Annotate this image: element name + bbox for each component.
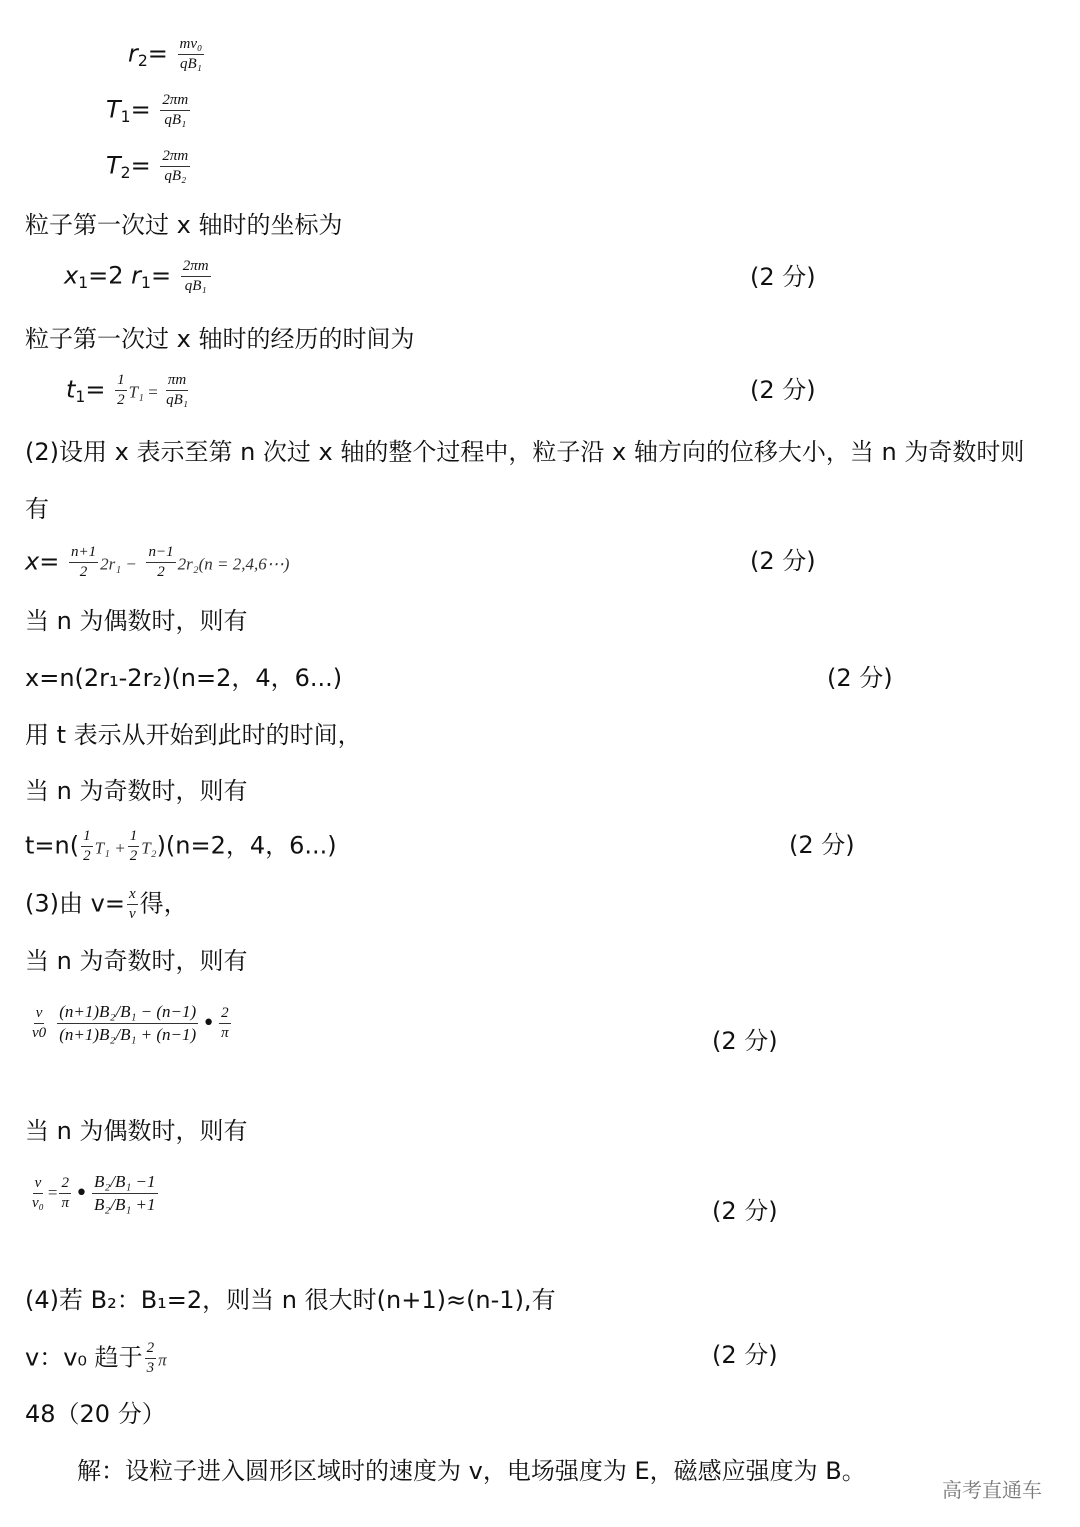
- text-t-intro: 用 t 表示从开始到此时的时间，: [25, 721, 362, 749]
- score-label: (2 分): [750, 263, 816, 291]
- symbol: x: [64, 261, 79, 290]
- denominator: π: [221, 1025, 229, 1041]
- fraction: [59, 1175, 71, 1212]
- term: 2r₁ −: [100, 554, 137, 574]
- fraction: [145, 1340, 157, 1377]
- formula-v-even: $\frac{v}{\text{v₀}}$ = $\frac{2}{\pi}$ • $\frac{\text{B₂/B₁ −1}}{\text{B₂/B₁ +1}}$: [32, 1172, 156, 1214]
- formula-T1: $T_1=$ $\frac{2\pi m}{\text{qB₁}}$: [106, 92, 189, 128]
- operator: =2: [88, 261, 124, 290]
- numerator: x: [127, 886, 138, 905]
- numerator: 2: [219, 1005, 231, 1024]
- denominator: 2: [83, 848, 91, 864]
- numerator: v: [34, 1005, 45, 1024]
- fraction: [219, 1005, 231, 1042]
- symbol: T: [106, 151, 121, 180]
- denominator: 3: [146, 1360, 155, 1376]
- text-even-label: 当 n 为偶数时，则有: [25, 1117, 248, 1145]
- numerator: 2πm: [160, 148, 190, 167]
- denominator: qB₁: [166, 392, 188, 408]
- denominator: π: [61, 1195, 69, 1211]
- formula-r2: $r_2=$ $\frac{\text{mv₀}}{\text{qB₁}}$: [128, 36, 203, 72]
- denominator: qB₁: [164, 112, 187, 128]
- text-part3-intro: [25, 886, 188, 923]
- score-label: (2 分): [750, 547, 816, 575]
- symbol: π: [158, 1350, 167, 1370]
- denominator: B₂/B₁ +1: [93, 1195, 156, 1214]
- formula-x-odd: [25, 544, 289, 581]
- numerator: 1: [81, 828, 93, 847]
- numerator: v: [33, 1175, 44, 1194]
- formula-x1: $x_1=2$ $r_1=$ $\frac{2\pi m}{\text{qB₁}}$: [64, 258, 209, 294]
- numerator: B₂/B₁ −1: [92, 1172, 158, 1194]
- score-label: (2 分): [712, 1027, 778, 1055]
- symbol: r: [131, 261, 142, 290]
- fraction: [160, 148, 190, 185]
- watermark: 高考直通车: [942, 1478, 1042, 1502]
- denominator: v₀: [32, 1195, 44, 1211]
- term: 得，: [139, 889, 188, 918]
- numerator: (n+1)B₂/B₁ − (n−1): [57, 1002, 198, 1024]
- symbol: T₁ +: [94, 838, 126, 858]
- symbol: x=: [25, 547, 60, 576]
- numerator: 2πm: [160, 92, 190, 111]
- text-part2-intro: (2)设用 x 表示至第 n 次过 x 轴的整个过程中，粒子沿 x 轴方向的位移大小，当 n 为奇数时则: [25, 438, 1025, 466]
- formula-part4-result: [25, 1340, 167, 1377]
- fraction: [127, 886, 138, 923]
- term: 2r₂: [177, 554, 199, 574]
- numerator: 2πm: [181, 258, 211, 277]
- term: t=n(: [25, 831, 80, 860]
- score-label: (2 分): [750, 376, 816, 404]
- subscript: 1: [75, 388, 86, 407]
- fraction: [181, 258, 211, 295]
- text-even-label: 当 n 为偶数时，则有: [25, 607, 248, 635]
- fraction: [160, 92, 190, 129]
- numerator: n+1: [69, 544, 98, 563]
- dot-operator-icon: •: [74, 1181, 88, 1206]
- text-part2-intro-cont: 有: [25, 495, 49, 523]
- symbol: T₁: [128, 382, 144, 402]
- denominator: 2: [157, 564, 165, 580]
- symbol: T: [106, 95, 121, 124]
- condition: (n = 2,4,6⋯): [198, 554, 290, 574]
- numerator: 1: [115, 372, 127, 391]
- score-label: (2 分): [712, 1341, 778, 1369]
- formula-x-even: x=n(2r₁-2r₂)(n=2，4，6...): [25, 664, 343, 692]
- fraction: [69, 544, 98, 581]
- subscript: 2: [120, 164, 131, 183]
- text-line-coord: 粒子第一次过 x 轴时的坐标为: [25, 211, 343, 239]
- subscript: 1: [120, 108, 131, 127]
- formula-t: [25, 828, 337, 865]
- fraction: [128, 828, 140, 865]
- text-part4-intro: (4)若 B₂：B₁=2，则当 n 很大时(n+1)≈(n-1),有: [25, 1286, 556, 1314]
- score-label: (2 分): [827, 664, 893, 692]
- numerator: πm: [166, 372, 188, 391]
- denominator: v: [128, 906, 136, 922]
- term: v：v₀ 趋于: [25, 1343, 143, 1372]
- fraction: [115, 372, 127, 409]
- numerator: 2: [59, 1175, 71, 1194]
- denominator: qB₁: [184, 278, 207, 294]
- fraction: [92, 1172, 158, 1215]
- numerator: 2: [145, 1340, 157, 1359]
- numerator: mv₀: [178, 36, 205, 55]
- fraction: [57, 1002, 198, 1045]
- subscript: 1: [141, 274, 151, 293]
- term: (3)由 v=: [25, 889, 125, 918]
- text-odd-label: 当 n 为奇数时，则有: [25, 777, 248, 805]
- formula-T2: $T_2=$ $\frac{2\pi m}{\text{qB₂}}$: [106, 148, 189, 184]
- question-48-solution: 解：设粒子进入圆形区域时的速度为 v，电场强度为 E，磁感应强度为 B。: [77, 1457, 866, 1485]
- text-line-time: 粒子第一次过 x 轴时的经历的时间为: [25, 325, 415, 353]
- formula-v-odd: [28, 1002, 233, 1045]
- score-label: (2 分): [712, 1197, 778, 1225]
- denominator: 2: [129, 848, 138, 864]
- fraction: [30, 1005, 48, 1042]
- subscript: 2: [137, 52, 148, 71]
- fraction: [164, 372, 190, 409]
- subscript: 1: [78, 274, 89, 293]
- denominator: 2: [117, 392, 125, 408]
- symbol: T₂: [141, 838, 157, 858]
- fraction: [30, 1175, 46, 1212]
- symbol: r: [128, 39, 138, 68]
- question-48-title: 48（20 分）: [25, 1400, 166, 1428]
- denominator: (n+1)B₂/B₁ + (n−1): [59, 1025, 197, 1044]
- numerator: 1: [128, 828, 140, 847]
- numerator: n−1: [146, 544, 175, 563]
- term: )(n=2，4，6...): [156, 831, 337, 860]
- symbol: t: [66, 375, 76, 404]
- denominator: v0: [32, 1025, 47, 1041]
- text-odd-label: 当 n 为奇数时，则有: [25, 947, 248, 975]
- score-label: (2 分): [789, 831, 855, 859]
- formula-t1: $t_1=$ $\frac{1}{2}$ T₁ = $\frac{\pi m}{\text{qB₁}}$: [66, 372, 188, 408]
- dot-operator-icon: •: [202, 1011, 216, 1036]
- fraction: [81, 828, 93, 865]
- denominator: qB₁: [179, 56, 202, 72]
- fraction: [146, 544, 175, 581]
- denominator: 2: [79, 564, 88, 580]
- fraction: [178, 36, 205, 73]
- denominator: qB₂: [164, 168, 187, 184]
